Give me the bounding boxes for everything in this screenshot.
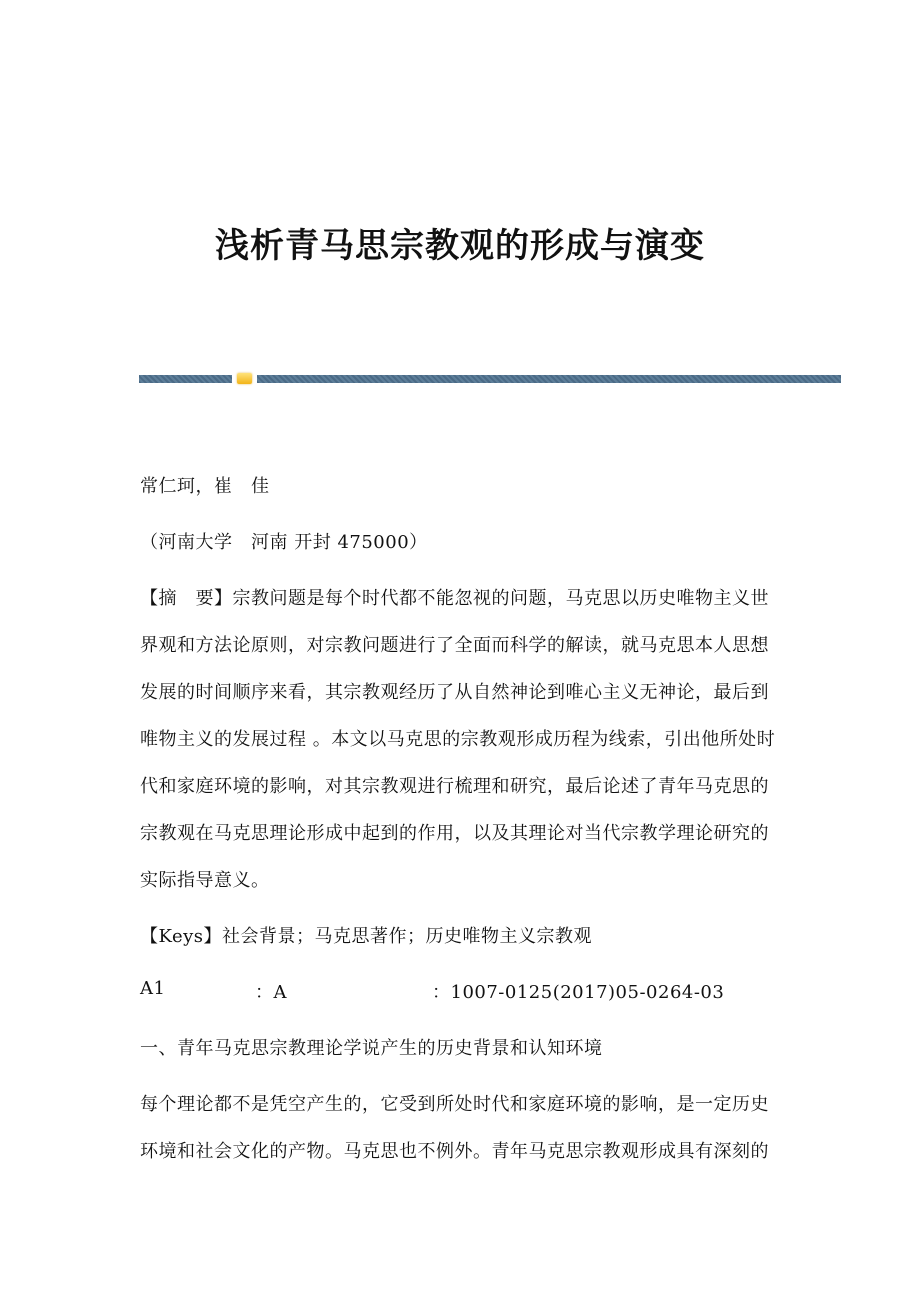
decorative-divider-right	[257, 375, 841, 383]
divider-ornament-icon	[237, 373, 252, 384]
document-title: 浅析青马思宗教观的形成与演变	[215, 226, 705, 266]
abstract-line: 唯物主义的发展过程 。本文以马克思的宗教观形成历程为线索，引出他所处时	[140, 729, 776, 750]
article-id: ：1007-0125(2017)05-0264-03	[432, 982, 725, 1003]
document-code: ：A	[255, 982, 287, 1003]
keywords: 【Keys】社会背景；马克思著作；历史唯物主义宗教观	[140, 926, 593, 947]
abstract-line: 发展的时间顺序来看，其宗教观经历了从自然神论到唯心主义无神论，最后到	[140, 682, 769, 703]
section-heading: 一、青年马克思宗教理论学说产生的历史背景和认知环境	[140, 1038, 603, 1059]
authors: 常仁珂，崔 佳	[140, 476, 270, 497]
affiliation: （河南大学 河南 开封 475000）	[140, 532, 428, 553]
body-line: 环境和社会文化的产物。马克思也不例外。青年马克思宗教观形成具有深刻的	[140, 1141, 769, 1162]
clc-number: A1	[140, 978, 166, 999]
decorative-divider-left	[139, 375, 232, 383]
body-line: 每个理论都不是凭空产生的，它受到所处时代和家庭环境的影响，是一定历史	[140, 1094, 769, 1115]
abstract-line: 宗教观在马克思理论形成中起到的作用，以及其理论对当代宗教学理论研究的	[140, 823, 769, 844]
abstract-line: 【摘 要】宗教问题是每个时代都不能忽视的问题，马克思以历史唯物主义世	[140, 588, 769, 609]
abstract-line: 代和家庭环境的影响，对其宗教观进行梳理和研究，最后论述了青年马克思的	[140, 776, 769, 797]
abstract-line: 界观和方法论原则，对宗教问题进行了全面而科学的解读，就马克思本人思想	[140, 635, 769, 656]
abstract-line: 实际指导意义。	[140, 870, 270, 891]
